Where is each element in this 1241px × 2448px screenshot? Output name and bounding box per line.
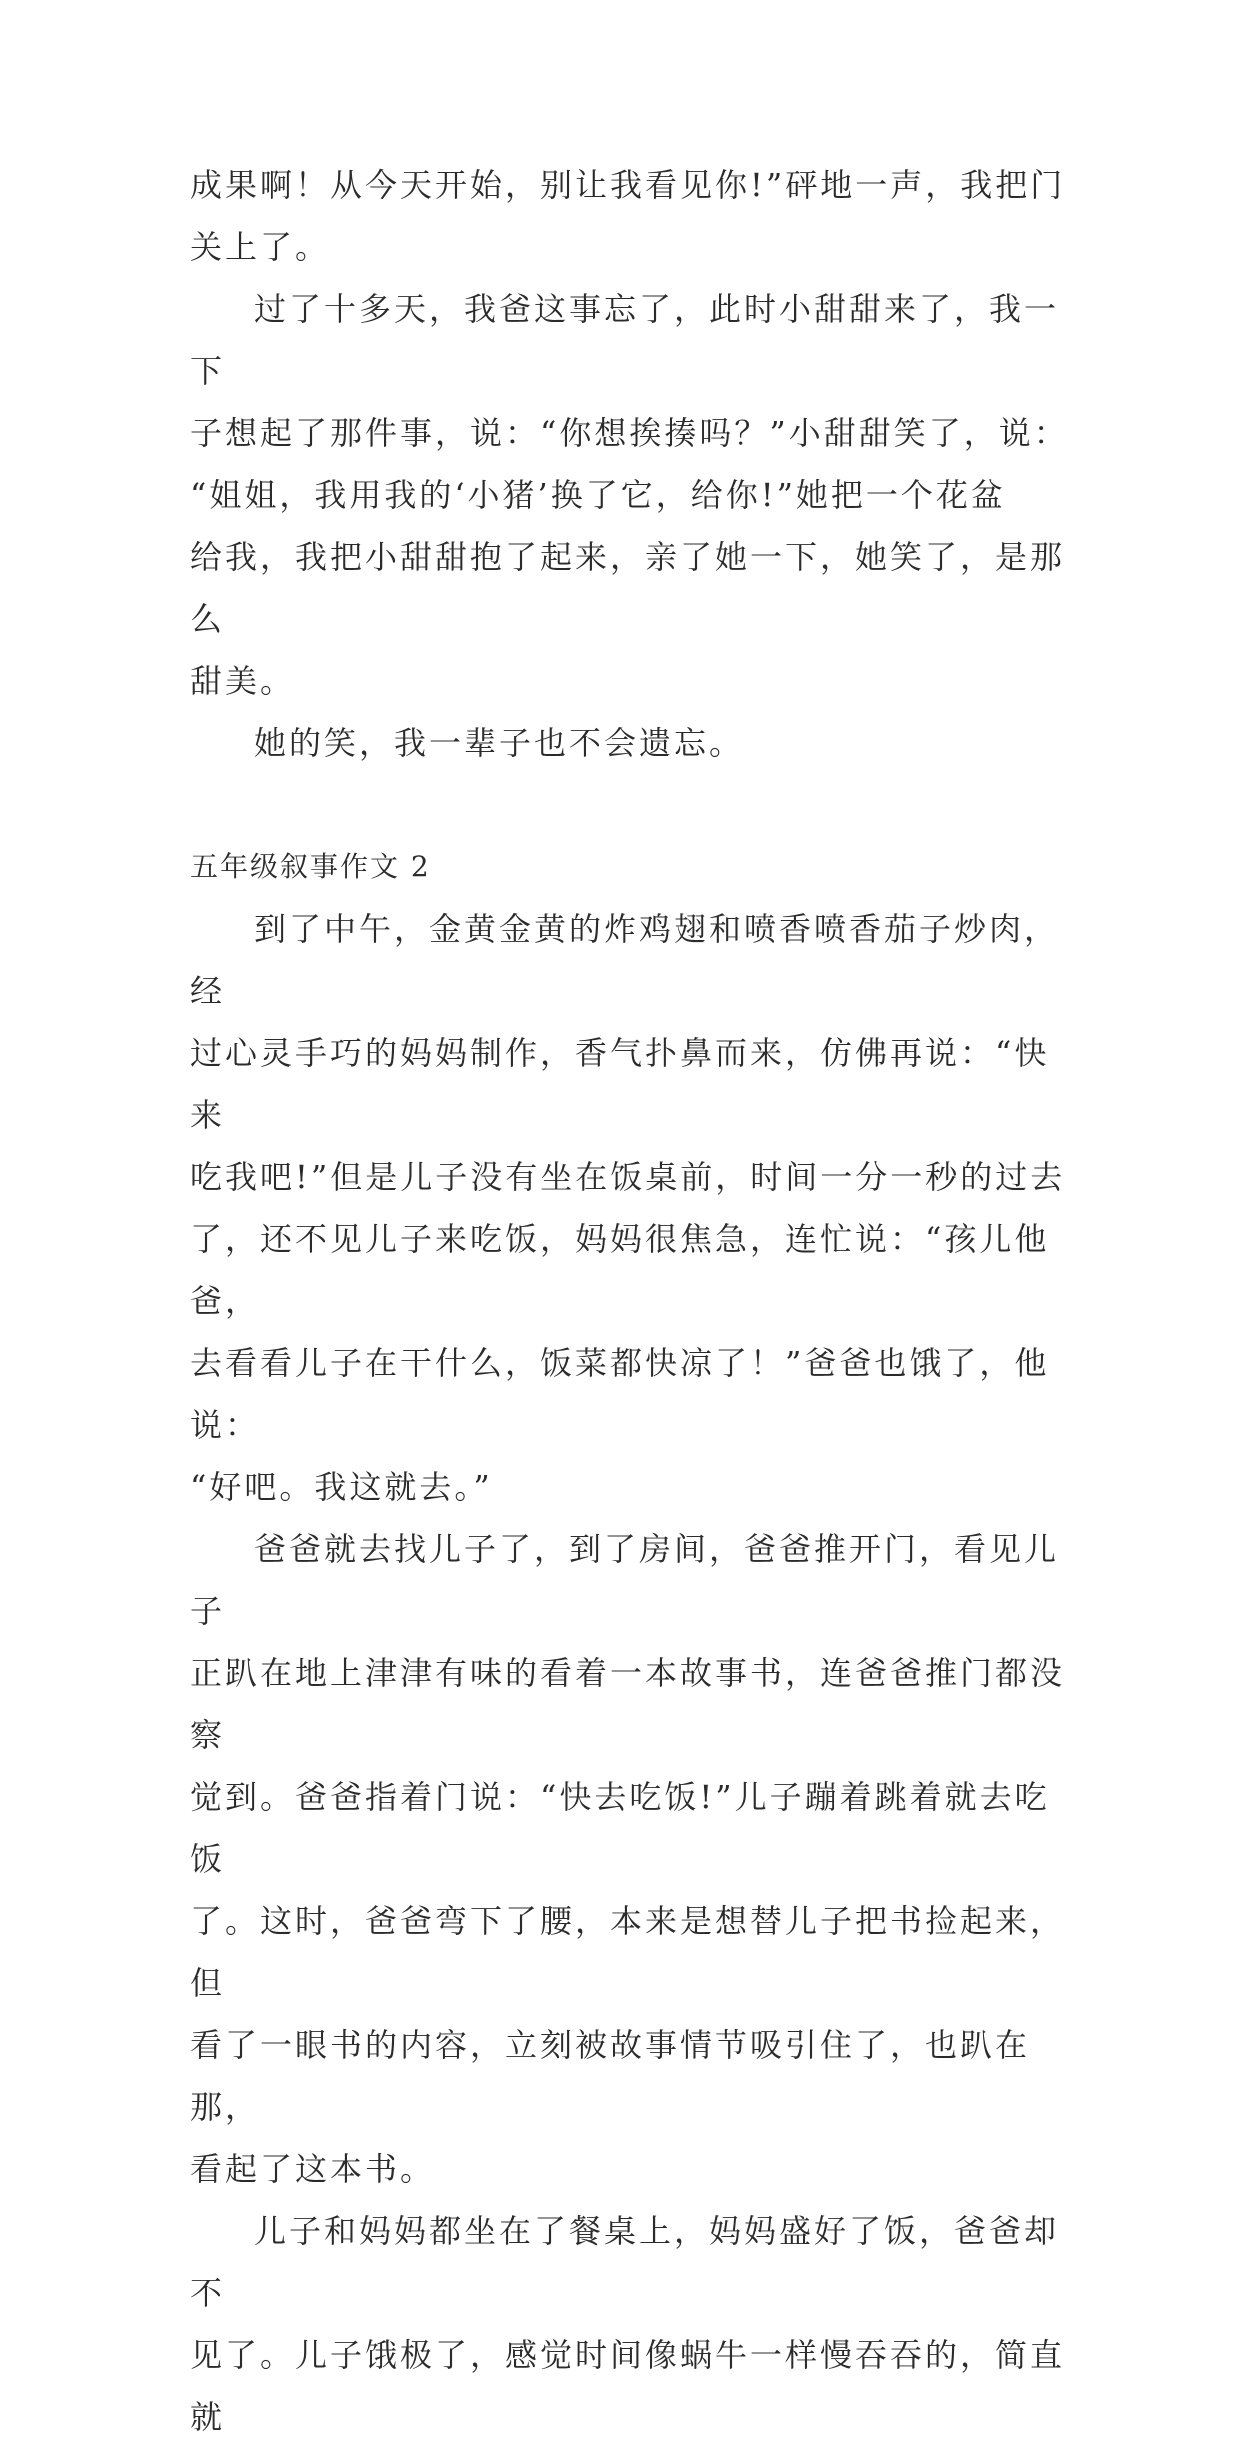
section-gap — [190, 774, 1070, 836]
essay-title: 五年级叙事作文 2 — [190, 850, 431, 883]
paragraph: 到了中午，金黄金黄的炸鸡翅和喷香喷香茄子炒肉，经 过心灵手巧的妈妈制作，香气扑鼻而来，仿佛再说：“快来 吃我吧!”但是儿子没有坐在饭桌前，时间一分一秒的过去 了，还不见儿子来吃饭，妈妈很焦急，连忙说：“孩儿他爸， 去看看儿子在干什么，饭菜都快凉了！”爸爸也饿了，他说： “好吧。我这就去。” — [190, 910, 1066, 1506]
document-body — [190, 154, 1070, 2448]
paragraph: 她的笑，我一辈子也不会遗忘。 — [254, 724, 745, 762]
paragraph: 成果啊！从今天开始，别让我看见你!”砰地一声，我把门 关上了。 — [190, 166, 1066, 266]
paragraph: 儿子和妈妈都坐在了餐桌上，妈妈盛好了饭，爸爸却不 见了。儿子饿极了，感觉时间像蜗牛一样慢吞吞的，简直就 — [190, 2212, 1066, 2436]
paragraph: 爸爸就去找儿子了，到了房间，爸爸推开门，看见儿子 正趴在地上津津有味的看着一本故事书，连爸爸推门都没察 觉到。爸爸指着门说：“快去吃饭!”儿子蹦着跳着就去吃饭 了。这时，爸爸弯下了腰，本来是想替儿子把书捡起来，但 看了一眼书的内容，立刻被故事情节吸引住了，也趴在那， 看起了这本书。 — [190, 1530, 1066, 2188]
paragraph: 过了十多天，我爸这事忘了，此时小甜甜来了，我一下 子想起了那件事，说：“你想挨揍吗？”小甜甜笑了，说： “姐姐，我用我的‘小猪’换了它，给你!”她把一个花盆 给我，我把小甜甜抱了起来，亲了她一下，她笑了，是那么 甜美。 — [190, 290, 1069, 700]
